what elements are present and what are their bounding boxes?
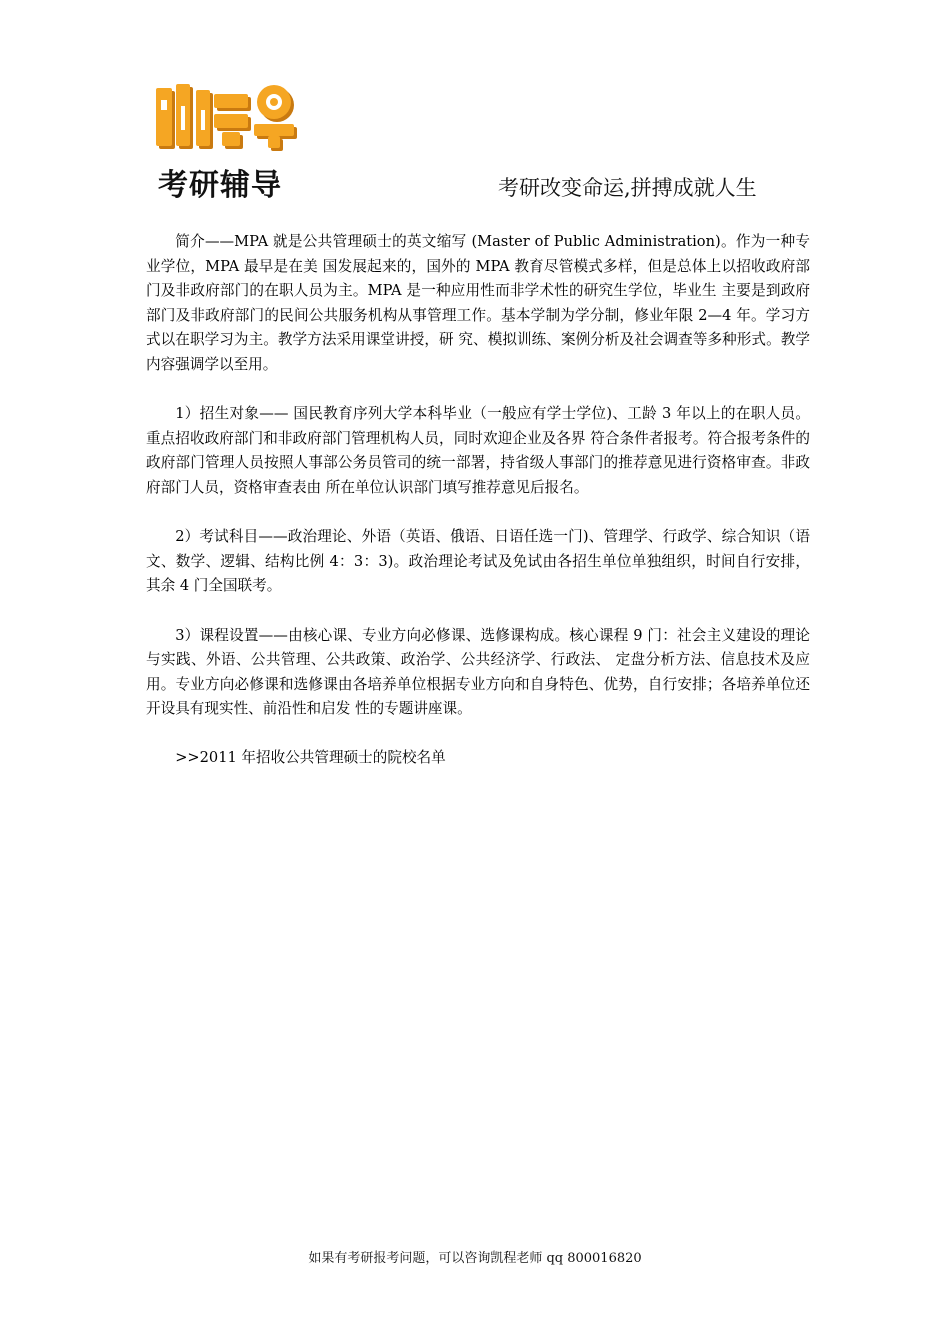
article-body bbox=[146, 230, 810, 771]
footer-contact: 如果有考研报考问题，可以咨询凯程老师 qq 800016820 bbox=[308, 1251, 642, 1266]
school-list-link[interactable]: >>2011 年招收公共管理硕士的院校名单 bbox=[175, 749, 446, 767]
logo-caption: 考研辅导 bbox=[158, 168, 282, 203]
intro-paragraph: 简介——MPA 就是公共管理硕士的英文缩写 (Master of Public Administration)。作为一种专业学位，MPA 最早是在美 国发展起来的，国外的 MPA 教育尽管模式多样，但是总体上以招收政府部门及非政府部门的在职人员为主。MPA 是一种应用性而非学术性的研究生学位，毕业生 主要是到政府部门及非政府部门的民间公共服务机构从事管理工作。基本学制为学分制，修业年限 2—4 年。学习方式以在职学习为主。教学方法采用课堂讲授，研 究、模拟训练、案例分析及社会调查等多种形式。教学内容强调学以至用。 bbox=[146, 233, 810, 373]
section-admission-targets: 1）招生对象—— 国民教育序列大学本科毕业（一般应有学士学位)、工龄 3 年以上的在职人员。重点招收政府部门和非政府部门管理机构人员，同时欢迎企业及各界 符合条件者报考。符合报考条件的政府部门管理人员按照人事部公务员管司的统一部署，持省级人事部门的推荐意见进行资格审查。非政府部门人员，资格审查表由 所在单位认识部门填写推荐意见后报名。 bbox=[146, 405, 810, 496]
slogan: 考研改变命运,拼搏成就人生 bbox=[498, 176, 757, 200]
section-course-settings: 3）课程设置——由核心课、专业方向必修课、选修课构成。核心课程 9 门：社会主义建设的理论与实践、外语、公共管理、公共政策、政治学、公共经济学、行政法、 定盘分析方法、信息技术及应用。专业方向必修课和选修课由各培养单位根据专业方向和自身特色、优势，自行安排；各培养单位还开设具有现实性、前沿性和启发 性的专题讲座课。 bbox=[146, 626, 810, 718]
section-exam-subjects: 2）考试科目——政治理论、外语（英语、俄语、日语任选一门)、管理学、行政学、综合知识（语文、数学、逻辑、结构比例 4：3：3)。政治理论考试及免试由各招生单位单独组织，时间自行安排，其余 4 门全国联考。 bbox=[146, 528, 810, 595]
brand-logo bbox=[152, 80, 302, 203]
kaicheng-logo-icon bbox=[152, 80, 302, 158]
